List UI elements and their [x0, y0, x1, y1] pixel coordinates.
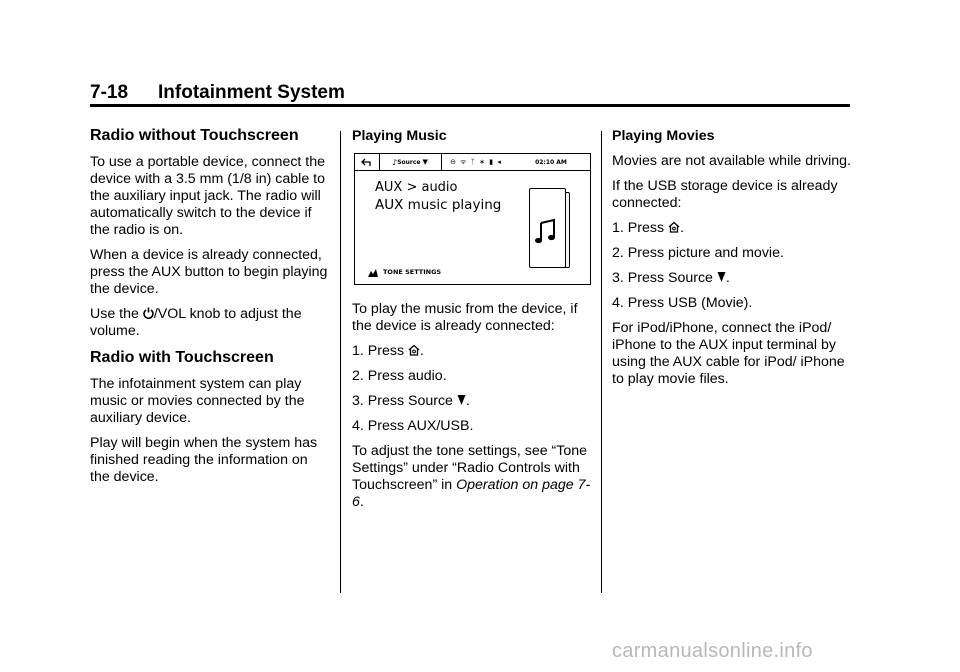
heading-playing-movies: Playing Movies [612, 128, 715, 144]
paragraph: To use a portable device, connect the device with a 3.5 mm (1/8 in) cable to the auxiliary input jack. The radio will automatically switch to the device if the radio is on. [90, 154, 326, 238]
heading-playing-music: Playing Music [352, 128, 447, 144]
steps-movies [612, 220, 852, 312]
dropdown-triangle-icon: ▼ [422, 157, 428, 166]
paragraph: Movies are not available while driving. [612, 153, 851, 169]
tone-settings-icon [367, 268, 379, 278]
paragraph: To adjust the tone settings, see “Tone Settings” under “Radio Controls with Touchscreen” in Operation on page 7-6. [352, 443, 591, 510]
source-down-arrow-icon [457, 394, 466, 406]
album-art [529, 188, 566, 268]
tone-settings-label: TONE SETTINGS [367, 264, 441, 281]
paragraph: Play will begin when the system has finished reading the information on the device. [90, 435, 318, 485]
step: 2. Press picture and movie. [612, 245, 784, 261]
cross-reference: Operation on page 7-6 [352, 477, 591, 510]
step: 1. Press . [612, 220, 684, 236]
heading-radio-without-touchscreen: Radio without Touchscreen [90, 127, 299, 144]
watermark: carmanualsonline.info [612, 640, 813, 662]
column-divider-1 [340, 131, 341, 593]
aux-screen-figure [354, 153, 591, 285]
home-icon [408, 344, 420, 356]
paragraph: If the USB storage device is already connected: [612, 178, 838, 211]
column-3 [612, 126, 852, 396]
music-note-icon: ♪ [392, 157, 398, 167]
paragraph: Use the /VOL knob to adjust the volume. [90, 306, 302, 339]
heading-radio-with-touchscreen: Radio with Touchscreen [90, 349, 274, 366]
steps-music [352, 343, 594, 435]
step: 2. Press audio. [352, 368, 447, 384]
column-divider-2 [601, 131, 602, 593]
power-icon [143, 307, 154, 319]
home-icon [668, 221, 680, 233]
clock: 02:10 AM [535, 158, 567, 166]
status-icons [441, 154, 511, 170]
screen-status: AUX music playing [375, 197, 502, 213]
music-note-large-icon [530, 189, 565, 267]
paragraph: When a device is already connected, press the AUX button to begin playing the device. [90, 247, 328, 297]
source-down-arrow-icon [717, 271, 726, 283]
back-icon [355, 154, 380, 170]
step: 4. Press USB (Movie). [612, 295, 753, 311]
page-title: Infotainment System [158, 82, 345, 103]
header-rule [90, 104, 850, 107]
paragraph: For iPod/iPhone, connect the iPod/ iPhone to the AUX input terminal by using the AUX cable for iPod/ iPhone to play movie files. [612, 320, 845, 387]
status-icon-row: ⊖ ᯤ ᛉ ∗ ▮ ◂ [450, 157, 502, 166]
step: 1. Press . [352, 343, 424, 359]
screen-top-bar [355, 154, 590, 171]
paragraph: The infotainment system can play music or movies connected by the auxiliary device. [90, 376, 305, 426]
step: 4. Press AUX/USB. [352, 418, 474, 434]
step: 3. Press Source . [352, 393, 470, 409]
screen-breadcrumb: AUX > audio [375, 180, 458, 195]
section-number: 7-18 [90, 82, 129, 103]
page-header [90, 82, 850, 106]
paragraph: To play the music from the device, if the device is already connected: [352, 301, 578, 334]
source-button: ♪ Source ▼ [379, 154, 442, 170]
column-1 [90, 126, 330, 494]
step: 3. Press Source . [612, 270, 730, 286]
column-2 [352, 126, 594, 519]
